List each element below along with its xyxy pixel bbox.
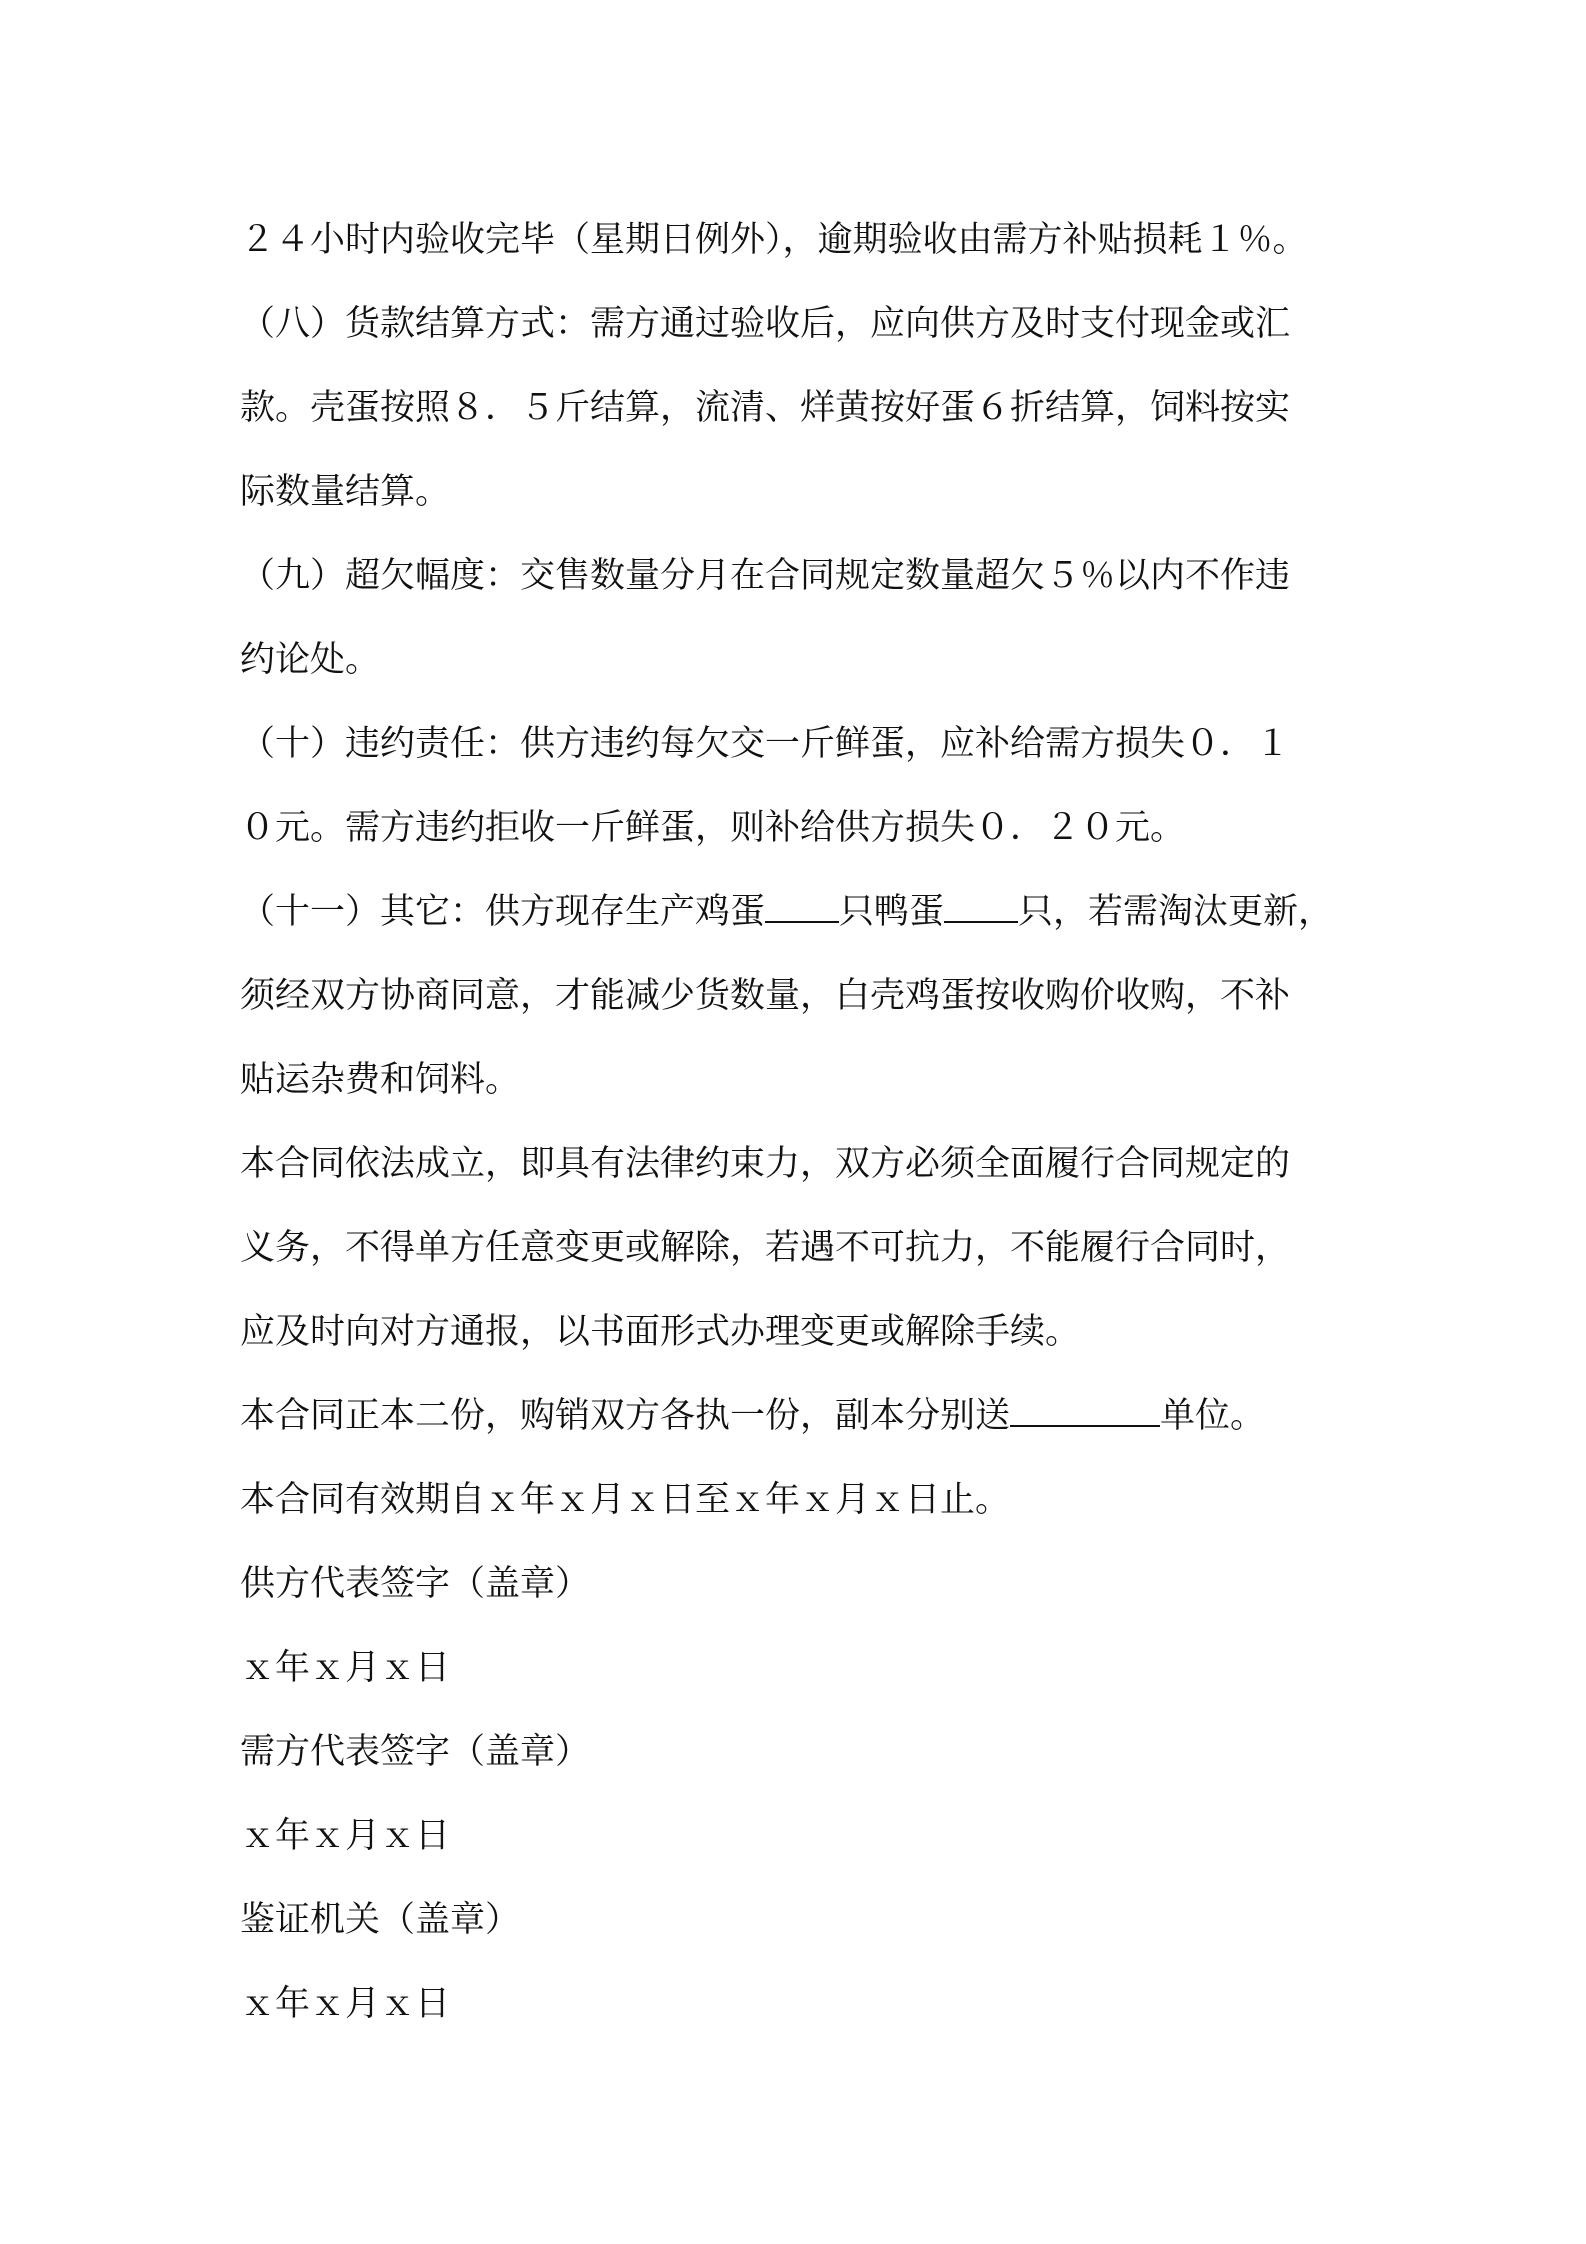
copies-text-1: 本合同正本二份，购销双方各执一份，副本分别送 [240, 1396, 1011, 1436]
other-clause-text-2: 只鸭蛋 [839, 892, 945, 932]
variance-clause-line-2: 约论处。 [240, 640, 381, 680]
validity-period-line: 本合同有效期自ｘ年ｘ月ｘ日至ｘ年ｘ月ｘ日止。 [240, 1480, 1011, 1520]
liability-clause-line-2: ０元。需方违约拒收一斤鲜蛋，则补给供方损失０．２０元。 [240, 808, 1186, 848]
contract-text [240, 198, 1400, 2046]
inspection-line: ２４小时内验收完毕（星期日例外），逾期验收由需方补贴损耗１％。 [240, 220, 1308, 260]
authority-seal-label: 鉴证机关（盖章） [240, 1900, 521, 1940]
copy-recipient-unit-blank [1010, 1391, 1160, 1427]
buyer-signature-date: ｘ年ｘ月ｘ日 [240, 1816, 451, 1856]
variance-clause-line-1: （九）超欠幅度：交售数量分月在合同规定数量超欠５％以内不作违 [240, 556, 1291, 596]
authority-seal-date: ｘ年ｘ月ｘ日 [240, 1984, 451, 2024]
chicken-egg-count-blank [765, 887, 839, 923]
other-clause-text-1: （十一）其它：供方现存生产鸡蛋 [240, 892, 766, 932]
settlement-clause-line-3: 际数量结算。 [240, 472, 451, 512]
copies-line [240, 1374, 1400, 1458]
liability-clause-line-1: （十）违约责任：供方违约每欠交一斤鲜蛋，应补给需方损失０．１ [240, 724, 1291, 764]
other-clause-text-3: 只，若需淘汰更新， [1018, 892, 1334, 932]
settlement-clause-line-1: （八）货款结算方式：需方通过验收后，应向供方及时支付现金或汇 [240, 304, 1291, 344]
validity-paragraph-line-2: 义务，不得单方任意变更或解除，若遇不可抗力，不能履行合同时， [240, 1228, 1291, 1268]
supplier-signature-date: ｘ年ｘ月ｘ日 [240, 1648, 451, 1688]
duck-egg-count-blank [944, 887, 1018, 923]
other-clause-line-1 [240, 870, 1400, 954]
buyer-signature-label: 需方代表签字（盖章） [240, 1732, 591, 1772]
other-clause-line-2: 须经双方协商同意，才能减少货数量，白壳鸡蛋按收购价收购，不补 [240, 976, 1291, 1016]
settlement-clause-line-2: 款。壳蛋按照８．５斤结算，流清、烊黄按好蛋６折结算，饲料按实 [240, 388, 1291, 428]
copies-text-2: 单位。 [1160, 1396, 1266, 1436]
other-clause-line-3: 贴运杂费和饲料。 [240, 1060, 521, 1100]
supplier-signature-label: 供方代表签字（盖章） [240, 1564, 591, 1604]
validity-paragraph-line-3: 应及时向对方通报，以书面形式办理变更或解除手续。 [240, 1312, 1081, 1352]
validity-paragraph-line-1: 本合同依法成立，即具有法律约束力，双方必须全面履行合同规定的 [240, 1144, 1291, 1184]
